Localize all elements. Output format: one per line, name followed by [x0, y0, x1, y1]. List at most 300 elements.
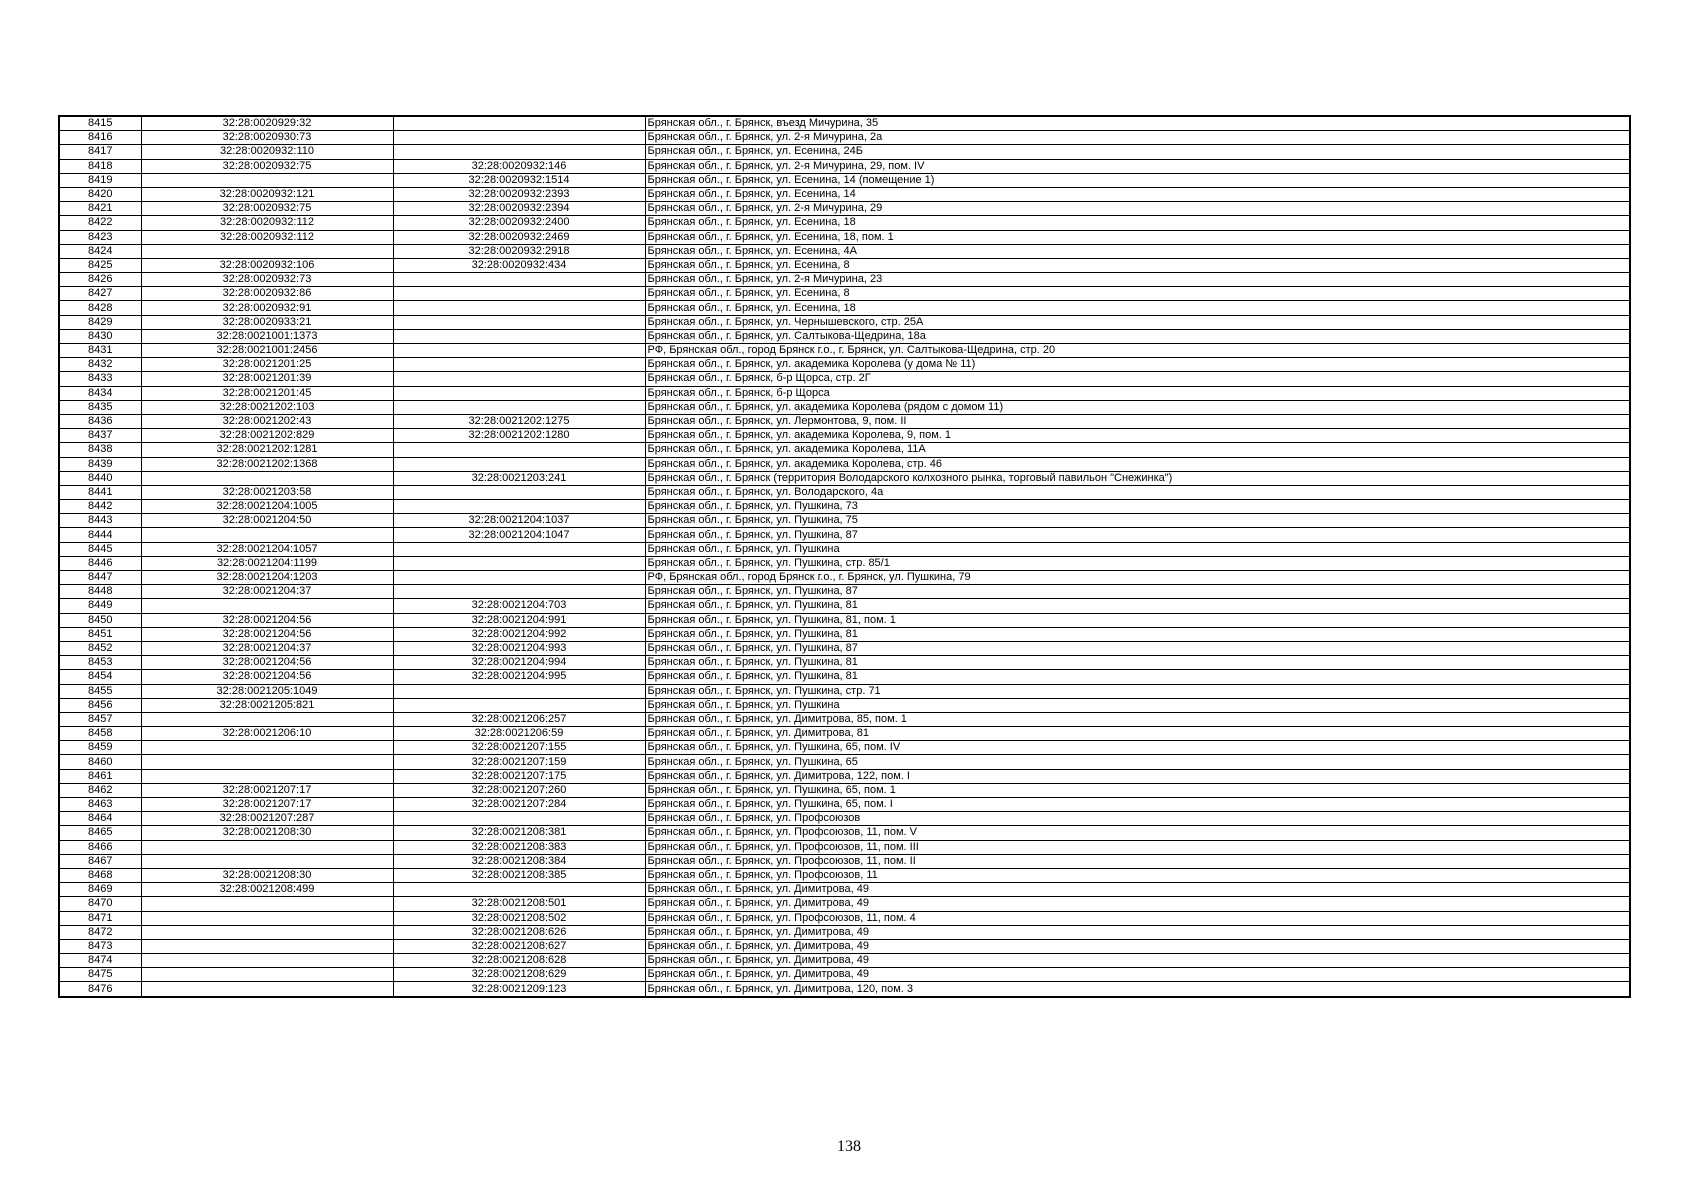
row-number-cell: 8461 [59, 769, 141, 783]
row-number-cell: 8470 [59, 897, 141, 911]
table-row [59, 514, 1630, 528]
row-number-cell: 8460 [59, 755, 141, 769]
building-cadastral-number-cell: 32:28:0021207:155 [393, 741, 645, 755]
table-row [59, 429, 1630, 443]
row-number-cell: 8447 [59, 571, 141, 585]
building-cadastral-number-cell: 32:28:0021208:383 [393, 840, 645, 854]
row-number-cell: 8416 [59, 131, 141, 145]
row-number-cell: 8423 [59, 230, 141, 244]
row-number-cell: 8433 [59, 372, 141, 386]
address-cell: Брянская обл., г. Брянск, ул. Пушкина, 73 [645, 500, 1630, 514]
table-row [59, 414, 1630, 428]
building-cadastral-number-cell: 32:28:0021208:502 [393, 911, 645, 925]
building-cadastral-number-cell [393, 684, 645, 698]
row-number-cell: 8449 [59, 599, 141, 613]
row-number-cell: 8438 [59, 443, 141, 457]
address-cell: Брянская обл., г. Брянск, ул. Есенина, 8 [645, 287, 1630, 301]
cadastral-number-cell: 32:28:0020933:21 [141, 315, 393, 329]
building-cadastral-number-cell: 32:28:0021208:626 [393, 925, 645, 939]
address-cell: Брянская обл., г. Брянск, ул. Димитрова, 49 [645, 939, 1630, 953]
row-number-cell: 8463 [59, 798, 141, 812]
cadastral-number-cell: 32:28:0021204:37 [141, 585, 393, 599]
row-number-cell: 8427 [59, 287, 141, 301]
address-cell: РФ, Брянская обл., город Брянск г.о., г. Брянск, ул. Салтыкова-Щедрина, стр. 20 [645, 344, 1630, 358]
row-number-cell: 8436 [59, 414, 141, 428]
address-cell: Брянская обл., г. Брянск, ул. академика Королева (у дома № 11) [645, 358, 1630, 372]
table-row [59, 358, 1630, 372]
address-cell: Брянская обл., г. Брянск, ул. академика Королева, 11А [645, 443, 1630, 457]
cadastral-number-cell: 32:28:0021204:1005 [141, 500, 393, 514]
building-cadastral-number-cell: 32:28:0021208:628 [393, 954, 645, 968]
address-cell: Брянская обл., г. Брянск, ул. Есенина, 18 [645, 301, 1630, 315]
building-cadastral-number-cell: 32:28:0021207:284 [393, 798, 645, 812]
table-row [59, 542, 1630, 556]
row-number-cell: 8415 [59, 116, 141, 131]
cadastral-number-cell: 32:28:0021204:1203 [141, 571, 393, 585]
cadastral-number-cell: 32:28:0021207:287 [141, 812, 393, 826]
row-number-cell: 8446 [59, 556, 141, 570]
table-row [59, 769, 1630, 783]
table-row [59, 982, 1630, 997]
table-row [59, 372, 1630, 386]
table-row [59, 741, 1630, 755]
cadastral-number-cell: 32:28:0020932:75 [141, 202, 393, 216]
address-cell: Брянская обл., г. Брянск, ул. Профсоюзов, 11, пом. 4 [645, 911, 1630, 925]
building-cadastral-number-cell [393, 145, 645, 159]
building-cadastral-number-cell [393, 698, 645, 712]
building-cadastral-number-cell: 32:28:0021208:627 [393, 939, 645, 953]
address-cell: Брянская обл., г. Брянск, ул. Пушкина, 87 [645, 641, 1630, 655]
address-cell: Брянская обл., г. Брянск, ул. Пушкина, 65, пом. I [645, 798, 1630, 812]
row-number-cell: 8469 [59, 883, 141, 897]
building-cadastral-number-cell: 32:28:0021207:260 [393, 783, 645, 797]
row-number-cell: 8443 [59, 514, 141, 528]
table-row [59, 840, 1630, 854]
row-number-cell: 8429 [59, 315, 141, 329]
table-row [59, 656, 1630, 670]
table-row [59, 202, 1630, 216]
row-number-cell: 8448 [59, 585, 141, 599]
cadastral-number-cell [141, 712, 393, 726]
cadastral-number-cell: 32:28:0021201:39 [141, 372, 393, 386]
row-number-cell: 8444 [59, 528, 141, 542]
address-cell: Брянская обл., г. Брянск, ул. Димитрова, 122, пом. I [645, 769, 1630, 783]
cadastral-number-cell: 32:28:0021001:2456 [141, 344, 393, 358]
cadastral-number-cell: 32:28:0021204:56 [141, 656, 393, 670]
building-cadastral-number-cell [393, 358, 645, 372]
table-row [59, 230, 1630, 244]
address-cell: Брянская обл., г. Брянск, ул. Димитрова, 49 [645, 883, 1630, 897]
building-cadastral-number-cell [393, 443, 645, 457]
table-row [59, 613, 1630, 627]
cadastral-number-cell: 32:28:0021204:37 [141, 641, 393, 655]
table-row [59, 798, 1630, 812]
table-row [59, 116, 1630, 131]
address-cell: Брянская обл., г. Брянск, ул. Пушкина, 87 [645, 585, 1630, 599]
cadastral-number-cell: 32:28:0021001:1373 [141, 329, 393, 343]
cadastral-number-cell: 32:28:0021208:30 [141, 826, 393, 840]
cadastral-number-cell: 32:28:0021202:1368 [141, 457, 393, 471]
table-row [59, 244, 1630, 258]
row-number-cell: 8454 [59, 670, 141, 684]
row-number-cell: 8459 [59, 741, 141, 755]
table-row [59, 457, 1630, 471]
cadastral-number-cell [141, 471, 393, 485]
cadastral-number-cell: 32:28:0021208:499 [141, 883, 393, 897]
building-cadastral-number-cell: 32:28:0021207:159 [393, 755, 645, 769]
row-number-cell: 8442 [59, 500, 141, 514]
table-row [59, 868, 1630, 882]
address-cell: Брянская обл., г. Брянск, ул. Пушкина, 65, пом. 1 [645, 783, 1630, 797]
cadastral-number-cell: 32:28:0020932:121 [141, 187, 393, 201]
row-number-cell: 8451 [59, 627, 141, 641]
cadastral-number-cell [141, 982, 393, 997]
cadastral-number-cell: 32:28:0021204:1057 [141, 542, 393, 556]
building-cadastral-number-cell [393, 571, 645, 585]
address-cell: Брянская обл., г. Брянск, ул. Пушкина, 81 [645, 627, 1630, 641]
row-number-cell: 8418 [59, 159, 141, 173]
row-number-cell: 8471 [59, 911, 141, 925]
cadastral-number-cell: 32:28:0021204:56 [141, 627, 393, 641]
table-row [59, 471, 1630, 485]
building-cadastral-number-cell: 32:28:0021207:175 [393, 769, 645, 783]
cadastral-number-cell [141, 897, 393, 911]
address-cell: Брянская обл., г. Брянск, ул. 2-я Мичурина, 23 [645, 273, 1630, 287]
table-row [59, 968, 1630, 982]
row-number-cell: 8464 [59, 812, 141, 826]
table-row [59, 627, 1630, 641]
cadastral-number-cell [141, 939, 393, 953]
table-row [59, 670, 1630, 684]
building-cadastral-number-cell: 32:28:0020932:1514 [393, 173, 645, 187]
address-cell: Брянская обл., г. Брянск, ул. Пушкина, 65, пом. IV [645, 741, 1630, 755]
building-cadastral-number-cell: 32:28:0021204:995 [393, 670, 645, 684]
row-number-cell: 8452 [59, 641, 141, 655]
table-row [59, 883, 1630, 897]
address-cell: Брянская обл., г. Брянск, ул. Пушкина, 81 [645, 656, 1630, 670]
building-cadastral-number-cell: 32:28:0021208:384 [393, 854, 645, 868]
cadastral-number-cell [141, 854, 393, 868]
address-cell: Брянская обл., г. Брянск, ул. Есенина, 18, пом. 1 [645, 230, 1630, 244]
address-cell: Брянская обл., г. Брянск, ул. Пушкина, 65 [645, 755, 1630, 769]
address-cell: РФ, Брянская обл., город Брянск г.о., г. Брянск, ул. Пушкина, 79 [645, 571, 1630, 585]
cadastral-number-cell: 32:28:0021202:1281 [141, 443, 393, 457]
table-row [59, 812, 1630, 826]
address-cell: Брянская обл., г. Брянск, ул. Пушкина [645, 542, 1630, 556]
cadastral-number-cell: 32:28:0020932:106 [141, 258, 393, 272]
cadastral-number-cell: 32:28:0021202:829 [141, 429, 393, 443]
address-cell: Брянская обл., г. Брянск, б-р Щорса [645, 386, 1630, 400]
cadastral-number-cell: 32:28:0021205:1049 [141, 684, 393, 698]
table-row [59, 925, 1630, 939]
cadastral-number-cell: 32:28:0020929:32 [141, 116, 393, 131]
table-row [59, 159, 1630, 173]
cadastral-number-cell: 32:28:0021206:10 [141, 727, 393, 741]
building-cadastral-number-cell: 32:28:0020932:2469 [393, 230, 645, 244]
table-row [59, 954, 1630, 968]
address-cell: Брянская обл., г. Брянск, ул. Димитрова, 49 [645, 968, 1630, 982]
table-row [59, 684, 1630, 698]
cadastral-number-cell [141, 741, 393, 755]
address-cell: Брянская обл., г. Брянск, ул. Есенина, 8 [645, 258, 1630, 272]
row-number-cell: 8430 [59, 329, 141, 343]
cadastral-number-cell [141, 911, 393, 925]
row-number-cell: 8421 [59, 202, 141, 216]
table-row [59, 329, 1630, 343]
cadastral-number-cell: 32:28:0020932:86 [141, 287, 393, 301]
row-number-cell: 8474 [59, 954, 141, 968]
row-number-cell: 8472 [59, 925, 141, 939]
cadastral-number-cell [141, 968, 393, 982]
address-cell: Брянская обл., г. Брянск, ул. Профсоюзов, 11, пом. III [645, 840, 1630, 854]
address-cell: Брянская обл., г. Брянск, ул. Димитрова, 49 [645, 954, 1630, 968]
address-cell: Брянская обл., г. Брянск, ул. 2-я Мичурина, 2а [645, 131, 1630, 145]
row-number-cell: 8420 [59, 187, 141, 201]
building-cadastral-number-cell [393, 273, 645, 287]
table-row [59, 500, 1630, 514]
cadastral-number-cell: 32:28:0020932:112 [141, 216, 393, 230]
building-cadastral-number-cell: 32:28:0021204:992 [393, 627, 645, 641]
table-row [59, 556, 1630, 570]
building-cadastral-number-cell: 32:28:0020932:146 [393, 159, 645, 173]
row-number-cell: 8467 [59, 854, 141, 868]
row-number-cell: 8441 [59, 485, 141, 499]
address-cell: Брянская обл., г. Брянск, ул. Пушкина, стр. 71 [645, 684, 1630, 698]
building-cadastral-number-cell [393, 386, 645, 400]
row-number-cell: 8473 [59, 939, 141, 953]
row-number-cell: 8431 [59, 344, 141, 358]
building-cadastral-number-cell [393, 131, 645, 145]
building-cadastral-number-cell [393, 485, 645, 499]
address-cell: Брянская обл., г. Брянск, ул. Есенина, 24Б [645, 145, 1630, 159]
cadastral-number-cell [141, 528, 393, 542]
cadastral-number-cell: 32:28:0021207:17 [141, 798, 393, 812]
table-row [59, 599, 1630, 613]
table-row [59, 315, 1630, 329]
row-number-cell: 8440 [59, 471, 141, 485]
building-cadastral-number-cell [393, 500, 645, 514]
address-cell: Брянская обл., г. Брянск, ул. академика Королева, стр. 46 [645, 457, 1630, 471]
address-cell: Брянская обл., г. Брянск, ул. Димитрова, 81 [645, 727, 1630, 741]
cadastral-number-cell [141, 173, 393, 187]
table-row [59, 216, 1630, 230]
table-row [59, 145, 1630, 159]
table-row [59, 783, 1630, 797]
table-row [59, 939, 1630, 953]
table-row [59, 273, 1630, 287]
table-row [59, 187, 1630, 201]
row-number-cell: 8435 [59, 400, 141, 414]
row-number-cell: 8465 [59, 826, 141, 840]
cadastral-number-cell: 32:28:0021204:50 [141, 514, 393, 528]
row-number-cell: 8426 [59, 273, 141, 287]
row-number-cell: 8468 [59, 868, 141, 882]
building-cadastral-number-cell: 32:28:0021202:1280 [393, 429, 645, 443]
cadastral-number-cell: 32:28:0020932:75 [141, 159, 393, 173]
address-cell: Брянская обл., г. Брянск, ул. Профсоюзов, 11, пом. II [645, 854, 1630, 868]
cadastral-number-cell [141, 599, 393, 613]
building-cadastral-number-cell: 32:28:0021209:123 [393, 982, 645, 997]
row-number-cell: 8425 [59, 258, 141, 272]
table-row [59, 173, 1630, 187]
building-cadastral-number-cell [393, 556, 645, 570]
table-row [59, 287, 1630, 301]
cadastral-number-cell: 32:28:0020932:110 [141, 145, 393, 159]
address-cell: Брянская обл., г. Брянск, ул. Есенина, 14 [645, 187, 1630, 201]
page-number: 138 [837, 1138, 861, 1155]
row-number-cell: 8445 [59, 542, 141, 556]
cadastral-number-cell [141, 769, 393, 783]
table-row [59, 400, 1630, 414]
row-number-cell: 8453 [59, 656, 141, 670]
address-cell: Брянская обл., г. Брянск, ул. Профсоюзов, 11 [645, 868, 1630, 882]
building-cadastral-number-cell [393, 812, 645, 826]
building-cadastral-number-cell: 32:28:0021203:241 [393, 471, 645, 485]
building-cadastral-number-cell [393, 116, 645, 131]
row-number-cell: 8432 [59, 358, 141, 372]
address-cell: Брянская обл., г. Брянск, ул. Пушкина, стр. 85/1 [645, 556, 1630, 570]
row-number-cell: 8437 [59, 429, 141, 443]
building-cadastral-number-cell: 32:28:0021208:629 [393, 968, 645, 982]
address-cell: Брянская обл., г. Брянск, б-р Щорса, стр. 2Г [645, 372, 1630, 386]
cadastral-number-cell: 32:28:0021207:17 [141, 783, 393, 797]
table-row [59, 641, 1630, 655]
address-cell: Брянская обл., г. Брянск, ул. Есенина, 18 [645, 216, 1630, 230]
address-cell: Брянская обл., г. Брянск, ул. Димитрова, 49 [645, 897, 1630, 911]
address-cell: Брянская обл., г. Брянск, ул. Чернышевского, стр. 25А [645, 315, 1630, 329]
building-cadastral-number-cell: 32:28:0020932:2918 [393, 244, 645, 258]
row-number-cell: 8462 [59, 783, 141, 797]
cadastral-number-cell: 32:28:0020932:73 [141, 273, 393, 287]
table-row [59, 727, 1630, 741]
table-row [59, 344, 1630, 358]
row-number-cell: 8466 [59, 840, 141, 854]
building-cadastral-number-cell: 32:28:0021204:994 [393, 656, 645, 670]
table-row [59, 911, 1630, 925]
address-cell: Брянская обл., г. Брянск, ул. Профсоюзов [645, 812, 1630, 826]
address-cell: Брянская обл., г. Брянск, ул. Пушкина [645, 698, 1630, 712]
cadastral-number-cell [141, 755, 393, 769]
cadastral-number-cell: 32:28:0021201:25 [141, 358, 393, 372]
building-cadastral-number-cell [393, 542, 645, 556]
address-cell: Брянская обл., г. Брянск, ул. 2-я Мичурина, 29, пом. IV [645, 159, 1630, 173]
building-cadastral-number-cell: 32:28:0021206:59 [393, 727, 645, 741]
table-row [59, 585, 1630, 599]
row-number-cell: 8476 [59, 982, 141, 997]
building-cadastral-number-cell: 32:28:0021208:501 [393, 897, 645, 911]
address-cell: Брянская обл., г. Брянск, ул. Пушкина, 75 [645, 514, 1630, 528]
building-cadastral-number-cell: 32:28:0021204:1037 [393, 514, 645, 528]
building-cadastral-number-cell [393, 883, 645, 897]
address-cell: Брянская обл., г. Брянск, ул. Лермонтова, 9, пом. II [645, 414, 1630, 428]
address-cell: Брянская обл., г. Брянск, въезд Мичурина, 35 [645, 116, 1630, 131]
row-number-cell: 8422 [59, 216, 141, 230]
row-number-cell: 8424 [59, 244, 141, 258]
address-cell: Брянская обл., г. Брянск, ул. 2-я Мичурина, 29 [645, 202, 1630, 216]
table-row [59, 386, 1630, 400]
cadastral-number-cell: 32:28:0020930:73 [141, 131, 393, 145]
address-cell: Брянская обл., г. Брянск, ул. Есенина, 4А [645, 244, 1630, 258]
building-cadastral-number-cell: 32:28:0020932:2400 [393, 216, 645, 230]
building-cadastral-number-cell: 32:28:0021204:991 [393, 613, 645, 627]
building-cadastral-number-cell: 32:28:0021204:993 [393, 641, 645, 655]
cadastral-number-cell: 32:28:0021201:45 [141, 386, 393, 400]
row-number-cell: 8457 [59, 712, 141, 726]
row-number-cell: 8434 [59, 386, 141, 400]
table-row [59, 301, 1630, 315]
building-cadastral-number-cell [393, 585, 645, 599]
address-cell: Брянская обл., г. Брянск, ул. академика Королева (рядом с домом 11) [645, 400, 1630, 414]
cadastral-number-cell: 32:28:0020932:91 [141, 301, 393, 315]
row-number-cell: 8428 [59, 301, 141, 315]
building-cadastral-number-cell [393, 315, 645, 329]
cadastral-number-cell [141, 954, 393, 968]
building-cadastral-number-cell: 32:28:0020932:2393 [393, 187, 645, 201]
table-row [59, 698, 1630, 712]
building-cadastral-number-cell: 32:28:0021208:381 [393, 826, 645, 840]
table-row [59, 854, 1630, 868]
address-cell: Брянская обл., г. Брянск, ул. Пушкина, 81 [645, 670, 1630, 684]
cadastral-number-cell: 32:28:0021204:1199 [141, 556, 393, 570]
cadastral-number-cell [141, 925, 393, 939]
address-cell: Брянская обл., г. Брянск, ул. Профсоюзов, 11, пом. V [645, 826, 1630, 840]
building-cadastral-number-cell [393, 344, 645, 358]
table-row [59, 571, 1630, 585]
address-cell: Брянская обл., г. Брянск, ул. Есенина, 14 (помещение 1) [645, 173, 1630, 187]
address-cell: Брянская обл., г. Брянск, ул. Пушкина, 81 [645, 599, 1630, 613]
address-cell: Брянская обл., г. Брянск, ул. академика Королева, 9, пом. 1 [645, 429, 1630, 443]
building-cadastral-number-cell: 32:28:0021204:1047 [393, 528, 645, 542]
address-cell: Брянская обл., г. Брянск (территория Володарского колхозного рынка, торговый павильон "Снежинка") [645, 471, 1630, 485]
row-number-cell: 8417 [59, 145, 141, 159]
address-cell: Брянская обл., г. Брянск, ул. Володарского, 4а [645, 485, 1630, 499]
building-cadastral-number-cell: 32:28:0021208:385 [393, 868, 645, 882]
row-number-cell: 8458 [59, 727, 141, 741]
building-cadastral-number-cell [393, 457, 645, 471]
row-number-cell: 8455 [59, 684, 141, 698]
building-cadastral-number-cell [393, 329, 645, 343]
property-table-body [59, 116, 1630, 997]
table-row [59, 528, 1630, 542]
table-row [59, 897, 1630, 911]
building-cadastral-number-cell: 32:28:0021202:1275 [393, 414, 645, 428]
building-cadastral-number-cell [393, 400, 645, 414]
cadastral-number-cell: 32:28:0021203:58 [141, 485, 393, 499]
cadastral-number-cell: 32:28:0021202:103 [141, 400, 393, 414]
cadastral-number-cell: 32:28:0021202:43 [141, 414, 393, 428]
cadastral-number-cell: 32:28:0021205:821 [141, 698, 393, 712]
table-row [59, 131, 1630, 145]
cadastral-number-cell [141, 244, 393, 258]
building-cadastral-number-cell [393, 372, 645, 386]
row-number-cell: 8456 [59, 698, 141, 712]
building-cadastral-number-cell: 32:28:0021206:257 [393, 712, 645, 726]
table-row [59, 485, 1630, 499]
cadastral-number-cell: 32:28:0021208:30 [141, 868, 393, 882]
address-cell: Брянская обл., г. Брянск, ул. Пушкина, 87 [645, 528, 1630, 542]
cadastral-number-cell: 32:28:0021204:56 [141, 613, 393, 627]
building-cadastral-number-cell: 32:28:0020932:434 [393, 258, 645, 272]
cadastral-number-cell [141, 840, 393, 854]
address-cell: Брянская обл., г. Брянск, ул. Димитрова, 49 [645, 925, 1630, 939]
building-cadastral-number-cell [393, 287, 645, 301]
table-row [59, 712, 1630, 726]
cadastral-number-cell: 32:28:0021204:56 [141, 670, 393, 684]
property-table [58, 115, 1631, 998]
address-cell: Брянская обл., г. Брянск, ул. Пушкина, 81, пом. 1 [645, 613, 1630, 627]
building-cadastral-number-cell: 32:28:0021204:703 [393, 599, 645, 613]
row-number-cell: 8475 [59, 968, 141, 982]
